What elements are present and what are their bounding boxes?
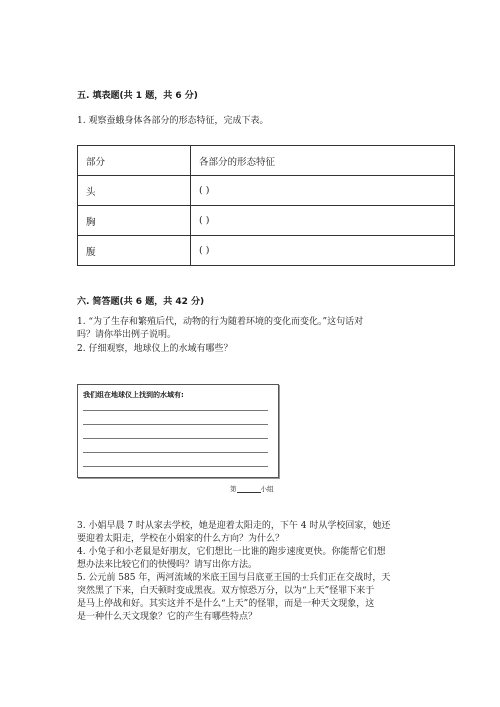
question-6-5-line1: 5. 公元前 585 年，两河流域的米底王国与吕底亚王国的士兵们正在交战时，天 xyxy=(77,573,391,583)
group-label xyxy=(230,484,274,493)
worksheet-title: 我们组在地球仪上找到的水域有: xyxy=(83,391,184,399)
water-body-worksheet xyxy=(77,384,279,478)
table-row xyxy=(78,236,455,266)
answer-line[interactable] xyxy=(83,466,268,467)
table-cell-part: 头 xyxy=(78,176,191,206)
table-cell-answer[interactable]: ( ) xyxy=(191,206,455,236)
table-cell-answer[interactable]: ( ) xyxy=(191,236,455,266)
answer-line[interactable] xyxy=(83,438,268,439)
table-row xyxy=(78,206,455,236)
question-5-1: 1. 观察蚕蛾身体各部分的形态特征，完成下表。 xyxy=(77,116,269,126)
question-6-5-line3: 是马上停战和好。其实这并不是什么“上天”的怪罪，而是一种天文现象，这 xyxy=(77,599,375,609)
answer-line[interactable] xyxy=(83,410,268,411)
question-6-3-line2: 要迎着太阳走，学校在小娟家的什么方向？为什么？ xyxy=(77,534,285,544)
table-cell-part: 胸 xyxy=(78,206,191,236)
table-cell-answer[interactable]: ( ) xyxy=(191,176,455,206)
question-6-5-line4: 是一种什么天文现象？它的产生有哪些特点？ xyxy=(77,612,258,622)
group-number-blank[interactable] xyxy=(237,486,261,493)
table-cell-part: 腹 xyxy=(78,236,191,266)
group-suffix: 小组 xyxy=(260,485,274,493)
table-header-part: 部分 xyxy=(78,146,191,176)
answer-line[interactable] xyxy=(83,452,268,453)
table-header-row xyxy=(78,146,455,176)
question-6-5-line2: 突然黑了下来，白天顿时变成黑夜。双方惊恐万分，以为“上天”怪罪下来于 xyxy=(77,586,375,596)
answer-line[interactable] xyxy=(83,424,268,425)
section-6-heading: 六. 简答题(共 6 题，共 42 分) xyxy=(77,297,205,307)
group-prefix: 第 xyxy=(230,485,237,493)
table-header-feature: 各部分的形态特征 xyxy=(191,146,455,176)
table-row xyxy=(78,176,455,206)
question-6-2: 2. 仔细观察，地球仪上的水域有哪些？ xyxy=(77,344,233,354)
question-6-1-line2: 吗？请你举出例子说明。 xyxy=(77,330,177,340)
question-6-4-line2: 想办法来比较它们的快慢吗？请写出你方法。 xyxy=(77,560,258,570)
morphology-table xyxy=(77,145,455,266)
question-6-1-line1: 1. “为了生存和繁殖后代，动物的行为随着环境的变化而变化。”这句话对 xyxy=(77,317,364,327)
question-6-4-line1: 4. 小兔子和小老鼠是好朋友，它们想比一比谁的跑步速度更快。你能帮它们想 xyxy=(77,547,386,557)
section-5-heading: 五. 填表题(共 1 题，共 6 分) xyxy=(77,91,198,101)
question-6-3-line1: 3. 小娟早晨 7 时从家去学校，她是迎着太阳走的，下午 4 时从学校回家，她还 xyxy=(77,521,391,531)
